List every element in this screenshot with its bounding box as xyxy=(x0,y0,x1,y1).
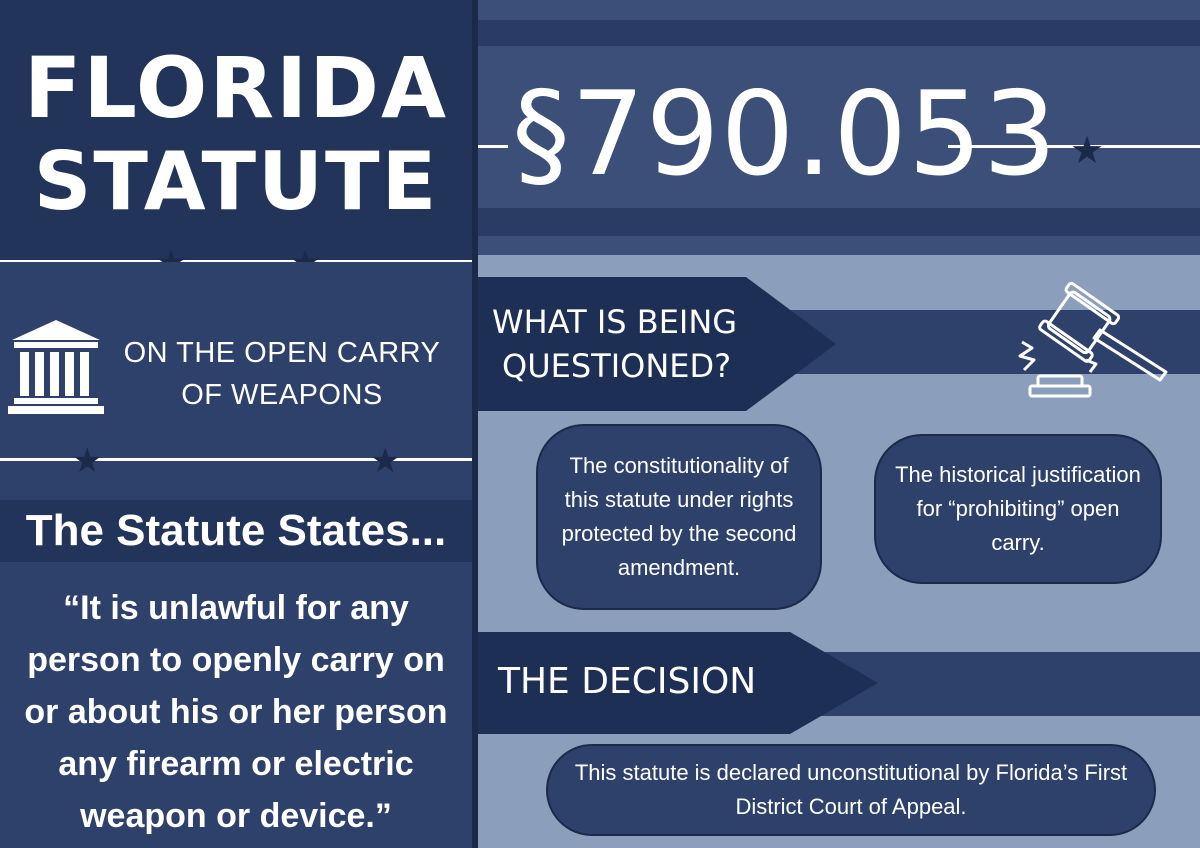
star-icon: ★ xyxy=(1070,130,1105,172)
star-icon: ★ xyxy=(72,442,103,480)
decision-pill: This statute is declared unconstitutional by Florida’s First District Court of Appeal. xyxy=(546,744,1156,836)
decision-heading: THE DECISION xyxy=(498,661,757,702)
header-stripe xyxy=(478,208,1200,236)
question-pill-2: The historical justification for “prohibiting” open carry. xyxy=(874,434,1162,584)
page-title-line2: STATUTE xyxy=(33,135,439,228)
courthouse-icon xyxy=(8,318,104,416)
question-pill-1: The constitutionality of this statute under rights protected by the second amendment. xyxy=(536,424,822,610)
subtitle-text: ON THE OPEN CARRY OF WEAPONS xyxy=(123,337,441,411)
statute-quote: “It is unlawful for any person to openly carry on or about his or her person any firearm or electric weapon or device.” xyxy=(24,589,448,835)
gavel-icon xyxy=(1016,276,1174,402)
header-stripe xyxy=(478,20,1200,46)
question-heading-line1: WHAT IS BEING xyxy=(492,303,738,341)
states-heading: The Statute States... xyxy=(25,506,447,555)
question-heading-line2: QUESTIONED? xyxy=(502,347,732,385)
star-icon: ★ xyxy=(370,442,401,480)
page-title-line1: FLORIDA xyxy=(24,39,448,137)
divider-line xyxy=(0,458,472,461)
statute-number: §790.053 xyxy=(512,67,1058,202)
